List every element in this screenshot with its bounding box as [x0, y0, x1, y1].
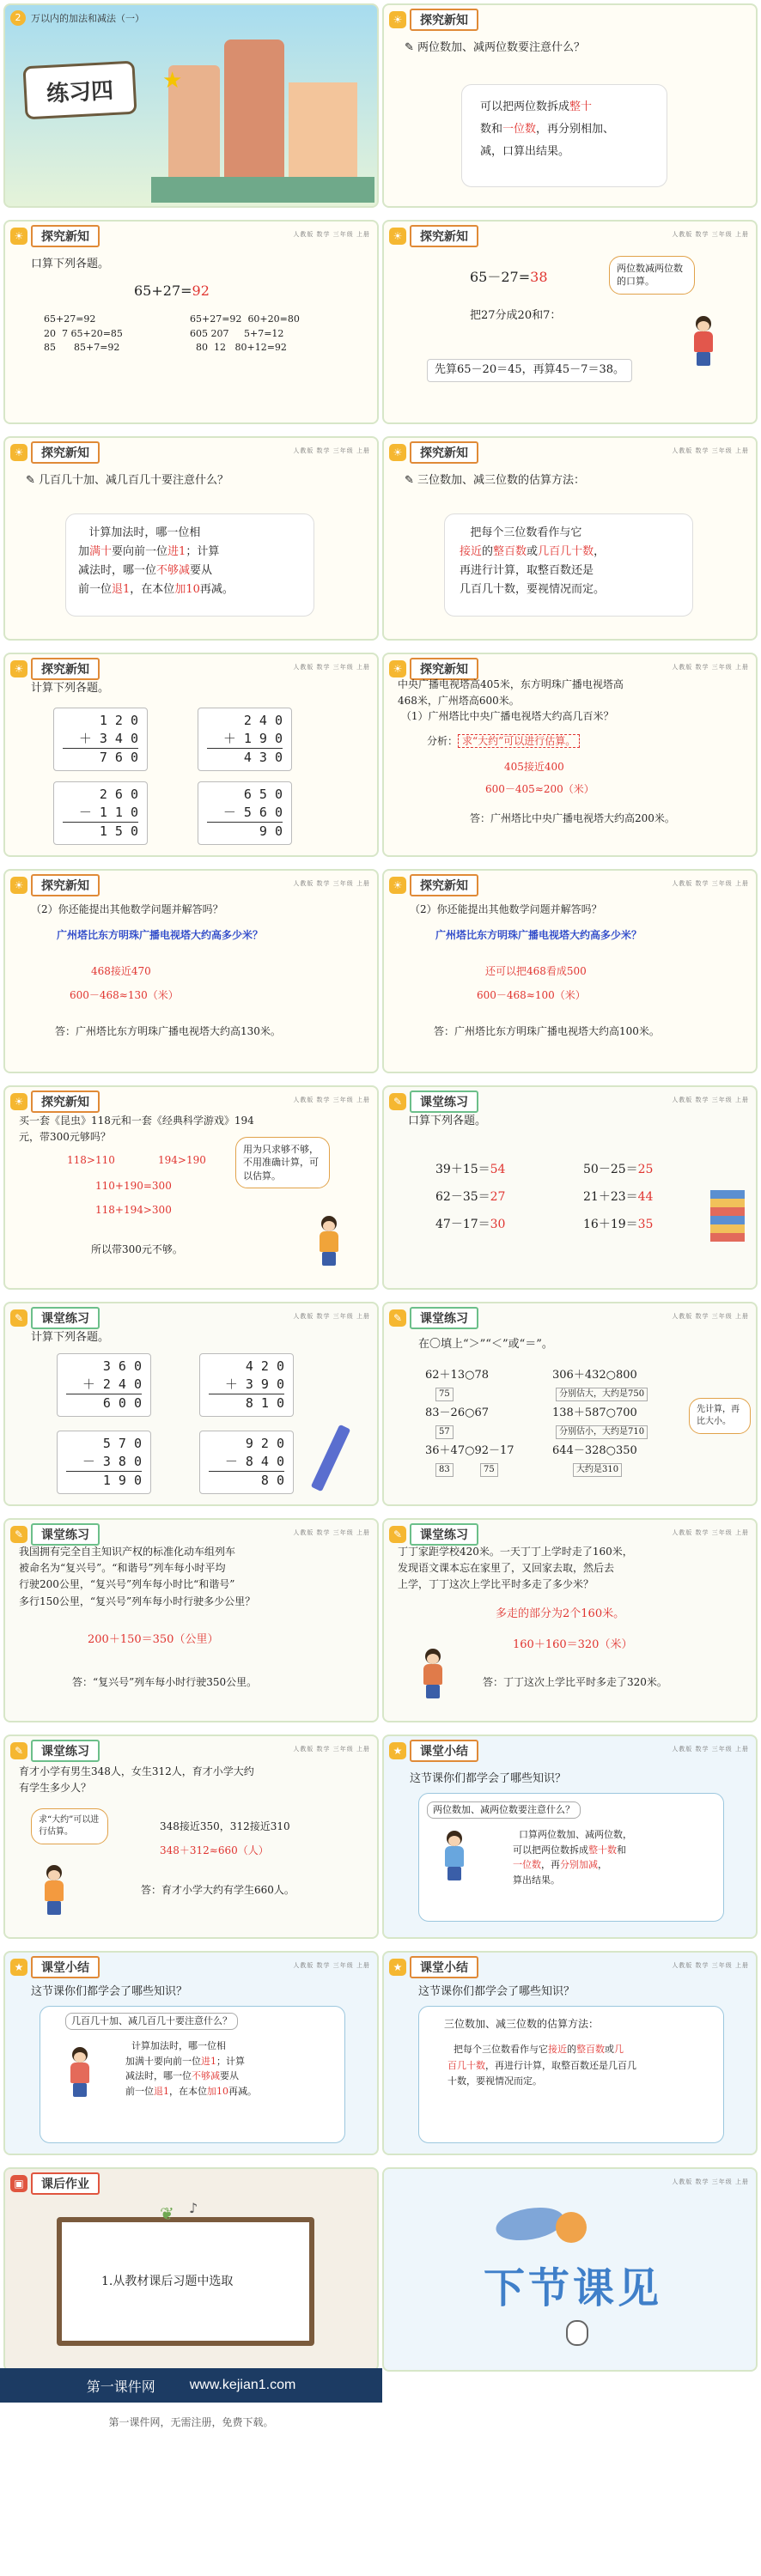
- section-label: 探究新知: [410, 225, 478, 247]
- meta: 人教版 数学 三年级 上册: [293, 1746, 370, 1753]
- summary-text: 把每个三位数看作与它接近的整百数或几 百几十数，再进行计算，取整百数还是几百几 十数，要视情况而定。: [447, 2044, 636, 2087]
- slide-title: [3, 3, 379, 208]
- pencil-icon: ✎: [26, 474, 35, 487]
- round-1: 118>110: [67, 1154, 115, 1166]
- meta: 人教版 数学 三年级 上册: [672, 447, 749, 454]
- meta: 人教版 数学 三年级 上册: [672, 231, 749, 238]
- mental-calc: 50－25＝25 21＋23＝44 16＋19＝35: [583, 1163, 654, 1232]
- meta: 人教版 数学 三年级 上册: [672, 664, 749, 671]
- summary-heading: 三位数加、减三位数的估算方法：: [444, 2018, 600, 2030]
- sub-question: 广州塔比东方明珠广播电视塔大约高多少米？: [57, 929, 264, 941]
- slide-5: [3, 436, 379, 641]
- hint: 75: [435, 1388, 454, 1401]
- problem: 丁丁家距学校420米。一天丁丁上学时走了160米， 发现语文课本忘在家里了，又回家去取，然后去 上学，丁丁这次上学比平时多走了多少米？: [398, 1546, 633, 1591]
- slide-11: [3, 1085, 379, 1290]
- equation: 65+27=92: [134, 283, 210, 299]
- slide-header: [389, 1309, 478, 1327]
- title-board: [22, 61, 137, 120]
- lightbulb-icon: ☀: [389, 228, 406, 245]
- child-illustration: [440, 1831, 469, 1882]
- section-label: 课堂练习: [410, 1091, 478, 1113]
- lightbulb-icon: ☀: [10, 660, 27, 677]
- hint: 分别估大，大约是750: [556, 1388, 648, 1401]
- star-icon: ★: [389, 1742, 406, 1759]
- step-box: 先算65－20＝45，再算45－7＝38。: [427, 359, 632, 382]
- slide-header: [10, 1525, 100, 1544]
- slide-header: [10, 1092, 100, 1111]
- slide-header: [10, 1309, 100, 1327]
- method-2: 65+27=92 60+20=80 605 207 5+7=12 80 12 80+12=92: [190, 313, 300, 353]
- slide-15: [3, 1518, 379, 1722]
- round-2: 194>190: [158, 1154, 206, 1166]
- explain: 多走的部分为2个160米。: [496, 1607, 625, 1620]
- estimate-2: 600－468≈130（米）: [70, 989, 179, 1001]
- summary-text: 口算两位数加、减两位数， 可以把两位数拆成整十数和 一位数，再分别加减， 算出结果。: [513, 1829, 632, 1886]
- section-label: 课堂练习: [31, 1523, 100, 1546]
- split-note: 把27分成20和7：: [470, 309, 562, 322]
- calc-card: 2 6 0 － 1 1 0 1 5 0: [53, 781, 148, 845]
- slide-6: [382, 436, 758, 641]
- slide-header: [389, 1741, 478, 1760]
- meta: 人教版 数学 三年级 上册: [672, 1313, 749, 1320]
- page-title: 练习四: [46, 77, 114, 107]
- calc-card: 1 2 0 ＋ 3 4 0 7 6 0: [53, 708, 148, 771]
- speech-bubble: 用为只求够不够，不用准确计算，可以估算。: [235, 1137, 330, 1188]
- compare-row-2b: 138＋587○700: [552, 1406, 637, 1419]
- slide-header: [389, 10, 478, 29]
- estimate-2: 348＋312≈660（人）: [160, 1844, 269, 1856]
- answer-text: 计算加法时，哪一位相 加满十要向前一位进1；计算 减法时，哪一位不够减要从 前一位退1，在本位加10再减。: [78, 526, 234, 597]
- planet-icon: [556, 2212, 587, 2243]
- instruction: 口算下列各题。: [408, 1115, 487, 1127]
- pencil-icon: ✎: [10, 1526, 27, 1543]
- slide-header: [389, 1092, 478, 1111]
- homework-item: 1.从教材课后习题中选取: [101, 2275, 234, 2288]
- building-illustration: [151, 31, 374, 203]
- speech-bubble: 求“大约”可以进行估算。: [31, 1808, 108, 1844]
- slide-header: [10, 2174, 100, 2193]
- slide-20: [382, 1951, 758, 2155]
- lightbulb-icon: ☀: [389, 444, 406, 461]
- instruction: 在〇填上“＞”“＜”或“＝”。: [418, 1338, 553, 1351]
- slide-header: [389, 443, 478, 462]
- slide-4: [382, 220, 758, 424]
- method-1: 65+27=92 20 7 65+20=85 85 85+7=92: [44, 313, 123, 353]
- section-label: 探究新知: [31, 658, 100, 680]
- section-label: 探究新知: [31, 1091, 100, 1113]
- section-label: 探究新知: [31, 225, 100, 247]
- lightbulb-icon: ☀: [10, 444, 27, 461]
- star-icon: ★: [389, 1959, 406, 1976]
- pencil-icon: ✎: [389, 1093, 406, 1110]
- section-label: 课堂小结: [31, 1956, 100, 1978]
- calc-card: 6 5 0 － 5 6 0 9 0: [198, 781, 292, 845]
- round-4: 118+194>300: [95, 1204, 172, 1216]
- question: （2）你还能提出其他数学问题并解答吗？: [31, 903, 223, 915]
- pencil-icon: ✎: [405, 41, 414, 54]
- section-label: 课堂练习: [410, 1307, 478, 1329]
- meta: 人教版 数学 三年级 上册: [293, 1962, 370, 1969]
- meta: 人教版 数学 三年级 上册: [293, 1097, 370, 1103]
- lightbulb-icon: ☀: [10, 877, 27, 894]
- lightbulb-icon: ☀: [389, 877, 406, 894]
- meta: 人教版 数学 三年级 上册: [672, 880, 749, 887]
- section-label: 探究新知: [31, 441, 100, 464]
- section-label: 课堂练习: [410, 1523, 478, 1546]
- child-illustration: [65, 2047, 94, 2099]
- chapter-title: 万以内的加法和减法（一）: [31, 13, 144, 24]
- slide-19: [3, 1951, 379, 2155]
- slide-18: [382, 1735, 758, 1939]
- calc-card: 9 2 0 － 8 4 0 8 0: [199, 1431, 294, 1494]
- meta: 人教版 数学 三年级 上册: [293, 1313, 370, 1320]
- slide-13: [3, 1302, 379, 1506]
- calc-card: 2 4 0 ＋ 1 9 0 4 3 0: [198, 708, 292, 771]
- answer: 所以带300元不够。: [91, 1243, 183, 1255]
- answer-text: 把每个三位数看作与它 接近的整百数或几百几十数， 再进行计算，取整百数还是 几百几十数，要视情况而定。: [460, 526, 606, 597]
- meta: 人教版 数学 三年级 上册: [672, 1962, 749, 1969]
- section-label: 课堂练习: [31, 1307, 100, 1329]
- compare-row-2: 83－26○67: [425, 1406, 489, 1419]
- section-label: 课堂练习: [31, 1740, 100, 1762]
- question: ✎ 三位数加、减三位数的估算方法：: [405, 474, 586, 487]
- calc-card: 3 6 0 ＋ 2 4 0 6 0 0: [57, 1353, 151, 1417]
- estimate-2: 600－405≈200（米）: [485, 783, 594, 795]
- pencil-icon: ✎: [389, 1526, 406, 1543]
- slide-header: [389, 227, 478, 246]
- sub-question: 广州塔比东方明珠广播电视塔大约高多少米？: [435, 929, 642, 941]
- estimate-1: 468接近470: [91, 965, 151, 977]
- slide-header: [389, 1525, 478, 1544]
- section-label: 探究新知: [410, 9, 478, 31]
- answer: 答：“复兴号”列车每小时行驶350公里。: [72, 1676, 258, 1688]
- summary-text: 计算加法时，哪一位相 加满十要向前一位进1；计算 减法时，哪一位不够减要从 前一位退1，在本位加10再减。: [125, 2040, 257, 2097]
- speech-bubble: 先计算，再比大小。: [689, 1398, 751, 1434]
- slide-header: [10, 1958, 100, 1977]
- slide-header: [10, 659, 100, 678]
- book-icon: ▣: [10, 2175, 27, 2192]
- star-icon: ★: [162, 68, 183, 94]
- question: 这节课你们都学会了哪些知识？: [31, 1985, 188, 1998]
- child-illustration: [418, 1649, 447, 1700]
- slide-16: [382, 1518, 758, 1722]
- bird-icon: ❦: [160, 2203, 174, 2224]
- meta: 人教版 数学 三年级 上册: [293, 664, 370, 671]
- lightbulb-icon: ☀: [10, 1093, 27, 1110]
- pencil-icon: ✎: [10, 1309, 27, 1327]
- hint: 57: [435, 1425, 454, 1439]
- estimate-1: 405接近400: [504, 761, 564, 773]
- meta: 人教版 数学 三年级 上册: [293, 1529, 370, 1536]
- slide-22: [382, 2167, 758, 2372]
- books-icon: [710, 1190, 745, 1242]
- child-illustration: [40, 1865, 69, 1917]
- slide-10: [382, 869, 758, 1073]
- slide-12: [382, 1085, 758, 1290]
- child-illustration: [314, 1216, 344, 1267]
- lightbulb-icon: ☀: [389, 660, 406, 677]
- problem: 我国拥有完全自主知识产权的标准化动车组列车 被命名为“复兴号”。“和谐号”列车每小时平均 行驶200公里，“复兴号”列车每小时比“和谐号” 多行150公里，“复兴号”列车每小时行驶多少公里？: [19, 1546, 256, 1607]
- slide-header: [10, 227, 100, 246]
- question: ✎ 几百几十加、减几百几十要注意什么？: [26, 474, 229, 487]
- slide-header: [389, 659, 478, 678]
- answer: 答：育才小学大约有学生660人。: [141, 1884, 295, 1896]
- section-label: 探究新知: [410, 441, 478, 464]
- meta: 人教版 数学 三年级 上册: [672, 1746, 749, 1753]
- slide-header: [10, 1741, 100, 1760]
- round-3: 110+190=300: [95, 1180, 172, 1192]
- compare-row-3b: 644－328○350: [552, 1444, 637, 1457]
- summary-heading: 几百几十加、减几百几十要注意什么？: [65, 2013, 238, 2030]
- slide-header: [10, 443, 100, 462]
- meta: 人教版 数学 三年级 上册: [293, 880, 370, 887]
- estimate-1: 还可以把468看成500: [485, 965, 587, 977]
- compare-row-1: 62＋13○78: [425, 1369, 489, 1382]
- music-note-icon: ♪: [189, 2200, 198, 2216]
- compare-row-1b: 306＋432○800: [552, 1369, 637, 1382]
- section-label: 探究新知: [410, 874, 478, 896]
- slide-8: [382, 653, 758, 857]
- hint: 83: [435, 1463, 454, 1477]
- pencil-icon: [311, 1425, 350, 1492]
- hint: 大约是310: [573, 1463, 622, 1477]
- pencil-icon: ✎: [405, 474, 414, 487]
- page-footer: [0, 2374, 761, 2576]
- section-label: 探究新知: [31, 874, 100, 896]
- instruction: 口算下列各题。: [31, 258, 110, 270]
- estimate-1: 348接近350，312接近310: [160, 1820, 290, 1832]
- question: 这节课你们都学会了哪些知识？: [418, 1985, 575, 1998]
- question: ✎ 两位数加、减两位数要注意什么？: [405, 41, 586, 54]
- answer: 答：广州塔比中央广播电视塔大约高200米。: [470, 812, 675, 824]
- equation: 65－27=38: [470, 269, 548, 285]
- slide-header: [389, 876, 478, 895]
- mental-calc: 39＋15＝54 62－35＝27 47－17＝30: [435, 1163, 506, 1232]
- slide-3: [3, 220, 379, 424]
- question: （2）你还能提出其他数学问题并解答吗？: [410, 903, 602, 915]
- pencil-icon: ✎: [389, 1309, 406, 1327]
- question: 这节课你们都学会了哪些知识？: [410, 1772, 567, 1785]
- equation: 200＋150＝350（公里）: [88, 1633, 219, 1646]
- problem: 买一套《昆虫》118元和一套《经典科学游戏》194 元，带300元够吗？: [19, 1115, 254, 1143]
- lightbulb-icon: ☀: [389, 11, 406, 28]
- slide-17: [3, 1735, 379, 1939]
- astronaut-icon: [566, 2320, 588, 2346]
- meta: 人教版 数学 三年级 上册: [672, 2178, 749, 2185]
- slide-2: [382, 3, 758, 208]
- answer-text: 可以把两位数拆成整十 数和一位数，再分别相加、 减，口算出结果。: [480, 100, 615, 158]
- slide-14: [382, 1302, 758, 1506]
- meta: 人教版 数学 三年级 上册: [293, 231, 370, 238]
- section-label: 课堂小结: [410, 1740, 478, 1762]
- section-label: 课堂小结: [410, 1956, 478, 1978]
- slide-header: [10, 876, 100, 895]
- slide-7: [3, 653, 379, 857]
- site-name: 第一课件网: [86, 2379, 155, 2395]
- estimate-2: 600－468≈100（米）: [477, 989, 586, 1001]
- compare-row-3: 36＋47○92－17: [425, 1444, 514, 1457]
- meta: 人教版 数学 三年级 上册: [293, 447, 370, 454]
- footer-slogan: 第一课件网，无需注册，免费下载。: [108, 2416, 274, 2428]
- footer-bar: [0, 2368, 382, 2403]
- problem: 育才小学有男生348人，女生312人，育才小学大约 有学生多少人？: [19, 1765, 254, 1795]
- speech-bubble: 两位数减两位数的口算。: [609, 256, 695, 295]
- meta: 人教版 数学 三年级 上册: [672, 1529, 749, 1536]
- meta: 人教版 数学 三年级 上册: [672, 1097, 749, 1103]
- slide-9: [3, 869, 379, 1073]
- slide-header: [389, 1958, 478, 1977]
- analysis: 分析： 求“大约”可以进行估算。: [427, 733, 580, 750]
- instruction: 计算下列各题。: [31, 1331, 110, 1344]
- pencil-icon: ✎: [10, 1742, 27, 1759]
- hint: 75: [480, 1463, 498, 1477]
- equation: 160＋160＝320（米）: [513, 1638, 633, 1651]
- answer: 答：广州塔比东方明珠广播电视塔大约高100米。: [434, 1025, 660, 1037]
- section-label: 探究新知: [410, 658, 478, 680]
- lightbulb-icon: ☀: [10, 228, 27, 245]
- calc-card: 5 7 0 － 3 8 0 1 9 0: [57, 1431, 151, 1494]
- instruction: 计算下列各题。: [31, 682, 110, 695]
- slide-21: [3, 2167, 379, 2372]
- summary-heading: 两位数加、减两位数要注意什么？: [427, 1801, 581, 1819]
- child-illustration: [689, 316, 718, 368]
- answer: 答：广州塔比东方明珠广播电视塔大约高130米。: [55, 1025, 281, 1037]
- chapter-badge: 2: [10, 10, 26, 26]
- answer: 答：丁丁这次上学比平时多走了320米。: [483, 1676, 667, 1688]
- section-label: 课后作业: [31, 2172, 100, 2195]
- site-url[interactable]: www.kejian1.com: [189, 2378, 296, 2392]
- star-icon: ★: [10, 1959, 27, 1976]
- calc-card: 4 2 0 ＋ 3 9 0 8 1 0: [199, 1353, 294, 1417]
- goodbye-text: 下节课见: [483, 2264, 662, 2312]
- hint: 分别估小，大约是710: [556, 1425, 648, 1439]
- problem: 中央广播电视塔高405米，东方明珠广播电视塔高 468米，广州塔高600米。 （1）广州塔比中央广播电视塔大约高几百米？: [398, 678, 624, 723]
